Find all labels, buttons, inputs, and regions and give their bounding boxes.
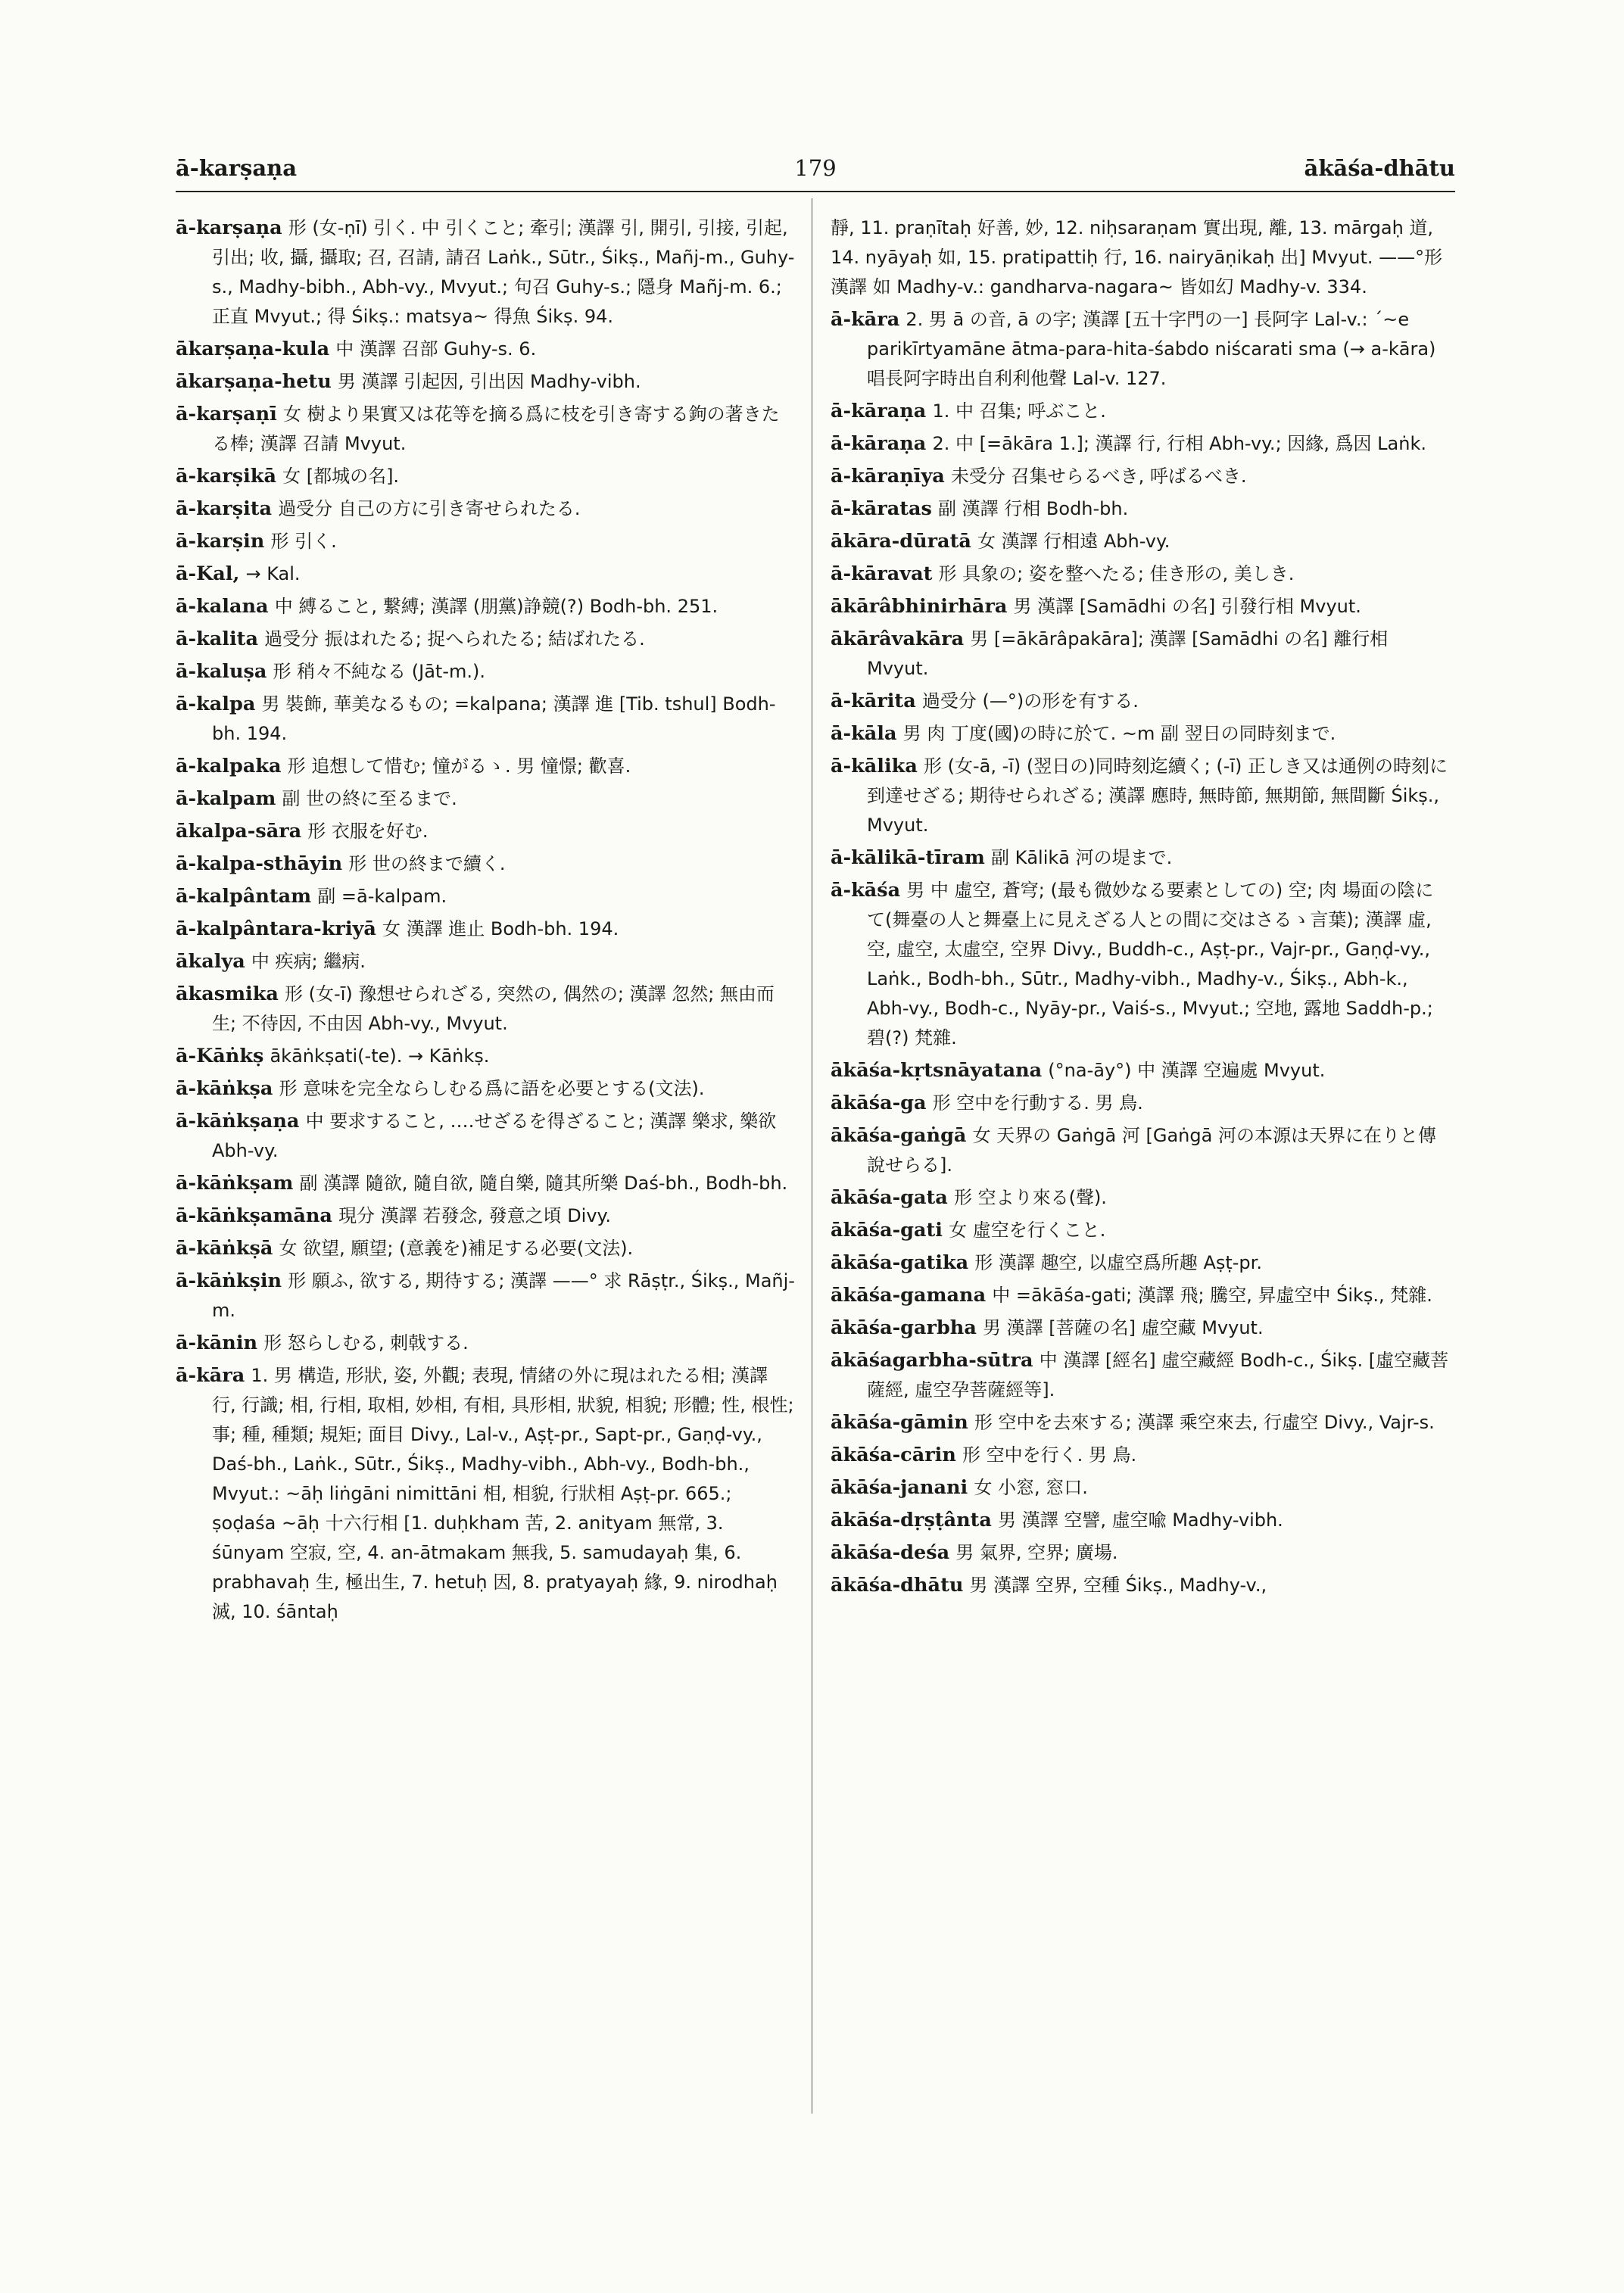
- definition: 副 Kālikā 河の堤まで.: [990, 847, 1173, 868]
- dictionary-entry: [176, 752, 796, 781]
- headword: ākāśa-gati: [831, 1219, 943, 1242]
- dictionary-entry: [831, 1571, 1451, 1600]
- definition: 男 肉 丁度(國)の時に於て. ~m 副 翌日の同時刻まで.: [902, 723, 1336, 744]
- headword: ā-kārita: [831, 690, 916, 712]
- dictionary-entry: [831, 213, 1451, 302]
- headword: ākalpa-sāra: [176, 820, 302, 843]
- dictionary-entry: [831, 1183, 1451, 1213]
- definition: 副 漢譯 隨欲, 隨自欲, 隨自樂, 隨其所樂 Daś-bh., Bodh-bh.: [299, 1173, 788, 1194]
- dictionary-entry: [831, 752, 1451, 840]
- definition: 中 =ākāśa-gati; 漢譯 飛; 騰空, 昇虛空中 Śikṣ., 梵雜.: [992, 1285, 1432, 1306]
- headword: ā-kāraṇa: [831, 400, 927, 422]
- headword: ā-kāravat: [831, 562, 933, 585]
- dictionary-entry: [831, 305, 1451, 394]
- definition: 女 樹より果實又は花等を摘る爲に枝を引き寄する鉤の著きたる棒; 漢譯 召請 Mvyut.: [212, 403, 780, 454]
- running-head-left: ā-karṣaṇa: [176, 155, 297, 181]
- dictionary-entry: [831, 1121, 1451, 1180]
- definition: 男 漢譯 空譬, 虛空喩 Madhy-vibh.: [998, 1509, 1283, 1531]
- dictionary-entry: [831, 876, 1451, 1053]
- definition: 形 怒らしむる, 刺戟する.: [263, 1332, 469, 1354]
- definition: 男 氣界, 空界; 廣場.: [955, 1542, 1118, 1563]
- definition: 2. 男 ā の音, ā の字; 漢譯 [五十字門の一] 長阿字 Lal-v.: ´~e parikīrtyamāne ātma-para-hita-śabdo niścarati sma (→ a-kāra) 唱長阿字時出自利利他聲 Lal-v. 127.: [867, 309, 1436, 389]
- definition: 形 (女-ṇī) 引く. 中 引くこと; 牽引; 漢譯 引, 開引, 引接, 引起, 引出; 收, 攝, 攝取; 召, 召請, 請召 Laṅk., Sūtr., Śikṣ., Mañj-m., Guhy-s., Madhy-bibh., Abh-vy., Mvyut.; 句召 Guhy-s.; 隱身 Mañj-m. 6.; 正直 Mvyut.; 得 Śikṣ.: matsya~ 得魚 Śikṣ. 94.: [212, 217, 795, 327]
- dictionary-entry: [831, 1089, 1451, 1118]
- headword: ā-kalpam: [176, 787, 276, 810]
- dictionary-entry: [831, 1441, 1451, 1470]
- headword: ākāśa-janani: [831, 1476, 968, 1499]
- dictionary-entry: [176, 1074, 796, 1104]
- headword: ā-kalpântara-kriyā: [176, 918, 376, 940]
- headword: ā-Kāṅkṣ: [176, 1045, 264, 1067]
- dictionary-entry: [831, 1216, 1451, 1245]
- dictionary-entry: [176, 1234, 796, 1263]
- dictionary-entry: [176, 400, 796, 459]
- dictionary-entry: [176, 1329, 796, 1358]
- definition: 中 漢譯 [經名] 虛空藏經 Bodh-c., Śikṣ. [虛空藏菩薩經, 虛空孕菩薩經等].: [867, 1350, 1449, 1400]
- right-column: [831, 213, 1451, 2121]
- dictionary-entry: [176, 1042, 796, 1071]
- headword: ākāśa-dṛṣṭânta: [831, 1509, 992, 1531]
- running-head-right: ākāśa-dhātu: [1304, 155, 1455, 181]
- dictionary-entry: [831, 1056, 1451, 1086]
- headword: ākārâbhinirhāra: [831, 595, 1008, 618]
- headword: ākāra-dūratā: [831, 530, 971, 553]
- headword: ākāśa-gaṅgā: [831, 1124, 967, 1147]
- definition: (°na-āy°) 中 漢譯 空遍處 Mvyut.: [1048, 1060, 1326, 1081]
- dictionary-entry: [176, 980, 796, 1039]
- headword: ā-kāla: [831, 722, 897, 745]
- dictionary-entry: [176, 849, 796, 879]
- definition: 過受分 振はれたる; 捉へられたる; 結ばれたる.: [264, 628, 645, 650]
- headword: ā-kāṅkṣamāna: [176, 1204, 332, 1227]
- definition: 形 空中を去來する; 漢譯 乘空來去, 行虛空 Divy., Vajr-s.: [974, 1412, 1435, 1433]
- dictionary-entry: [176, 494, 796, 524]
- dictionary-entry: [176, 947, 796, 977]
- headword: ā-kāṅkṣā: [176, 1237, 273, 1260]
- headword: ākāśa-cārin: [831, 1444, 956, 1466]
- dictionary-entry: [176, 559, 796, 589]
- definition: → Kal.: [245, 563, 301, 584]
- definition: 形 願ふ, 欲する, 期待する; 漢譯 ——° 求 Rāṣṭr., Śikṣ., Mañj-m.: [212, 1270, 795, 1321]
- definition: 女 漢譯 進止 Bodh-bh. 194.: [382, 918, 619, 939]
- definition: 形 (女-ā, -ī) (翌日の)同時刻迄續く; (-ī) 正しき又は通例の時刻に到達せざる; 期待せられざる; 漢譯 應時, 無時節, 無期節, 無間斷 Śikṣ., Mvyut.: [867, 756, 1448, 836]
- dictionary-entry: [831, 494, 1451, 524]
- definition: 形 漢譯 趣空, 以虛空爲所趣 Aṣṭ-pr.: [974, 1252, 1262, 1273]
- headword: ākāśa-garbha: [831, 1316, 977, 1339]
- header-rule: [176, 191, 1455, 192]
- headword: ā-karṣin: [176, 530, 265, 553]
- definition: 形 (女-ī) 豫想せられざる, 突然の, 偶然の; 漢譯 忽然; 無由而生; 不待因, 不由因 Abh-vy., Mvyut.: [212, 983, 775, 1034]
- definition: 形 追想して惜む; 憧がるゝ. 男 憧憬; 歡喜.: [287, 756, 631, 777]
- headword: ā-karṣaṇa: [176, 217, 282, 239]
- headword: ākāśa-kṛtsnāyatana: [831, 1059, 1043, 1082]
- dictionary-entry: [831, 592, 1451, 622]
- headword: ākāśagarbha-sūtra: [831, 1349, 1033, 1372]
- dictionary-entry: [831, 843, 1451, 873]
- definition: 2. 中 [=ākāra 1.]; 漢譯 行, 行相 Abh-vy.; 因緣, 爲因 Laṅk.: [932, 433, 1426, 454]
- definition: 男 中 虛空, 蒼穹; (最も微妙なる要素としての) 空; 肉 場面の陰にて(舞臺の人と舞臺上に見えざる人との間に交はさるゝ言葉); 漢譯 虛, 空, 虛空, 太虛空, 空界 Divy., Buddh-c., Aṣṭ-pr., Vajr-pr., Gaṇḍ-vy., Laṅk., Bodh-bh., Sūtr., Madhy-vibh., Madhy-v., Śikṣ., Abh-k., Abh-vy., Bodh-c., Nyāy-pr., Vaiś-s., Mvyut.; 空地, 露地 Saddh-p.; 碧(?) 梵雜.: [867, 880, 1434, 1048]
- headword: ā-karṣikā: [176, 465, 276, 488]
- dictionary-entry: [831, 1473, 1451, 1503]
- definition: 男 漢譯 引起因, 引出因 Madhy-vibh.: [337, 371, 641, 392]
- headword: ā-kalita: [176, 628, 258, 650]
- dictionary-entry: [176, 914, 796, 944]
- dictionary-entry: [831, 687, 1451, 716]
- definition: 男 [=ākārâpakāra]; 漢譯 [Samādhi の名] 離行相 Mvyut.: [867, 628, 1389, 679]
- definition: 男 漢譯 空界, 空種 Śikṣ., Madhy-v.,: [969, 1575, 1267, 1596]
- definition: 女 [都城の名].: [282, 466, 400, 487]
- headword: ā-Kal,: [176, 562, 240, 585]
- definition: 中 漢譯 召部 Guhy-s. 6.: [335, 338, 537, 360]
- headword: ākāśa-gāmin: [831, 1411, 968, 1434]
- dictionary-entry: [176, 462, 796, 491]
- definition: 女 欲望, 願望; (意義を)補足する必要(文法).: [279, 1238, 634, 1259]
- definition: 副 漢譯 行相 Bodh-bh.: [938, 498, 1129, 519]
- definition: 形 空より來る(聲).: [953, 1187, 1107, 1208]
- headword: ā-karṣaṇī: [176, 403, 277, 425]
- definition: 過受分 自己の方に引き寄せられたる.: [278, 498, 581, 519]
- headword: ā-kāṅkṣaṇa: [176, 1110, 300, 1132]
- dictionary-entry: [831, 1248, 1451, 1278]
- dictionary-entry: [176, 335, 796, 364]
- definition: 未受分 召集せらるべき, 呼ばるべき.: [950, 466, 1247, 487]
- definition: 中 疾病; 繼病.: [251, 951, 366, 972]
- headword: ā-kalana: [176, 595, 269, 618]
- headword: ā-kāraṇīya: [831, 465, 945, 488]
- headword: ā-kalpaka: [176, 755, 282, 777]
- definition: 1. 男 構造, 形狀, 姿, 外觀; 表現, 情緒の外に現はれたる相; 漢譯 行, 行識; 相, 行相, 取相, 妙相, 有相, 具形相, 狀貌, 相貌; 形體; 性, 根性; 事; 種, 種類; 規矩; 面目 Divy., Lal-v., Aṣṭ-pr., Sapt-pr., Gaṇḍ-vy., Daś-bh., Laṅk., Sūtr., Śikṣ., Madhy-vibh., Abh-vy., Bodh-bh., Mvyut.: ~āḥ liṅgāni nimittāni 相, 相貌, 行狀相 Aṣṭ-pr. 665.; ṣoḍaśa ~āḥ 十六行相 [1. duḥkham 苦, 2. anityam 無常, 3. śūnyam 空寂, 空, 4. an-ātmakam 無我, 5. samudayaḥ 集, 6. prabhavaḥ 生, 極出生, 7. hetuḥ 因, 8. pratyayaḥ 緣, 9. nirodhaḥ 滅, 10. śāntaḥ: [212, 1365, 794, 1622]
- definition: 中 要求すること, ‥‥せざるを得ざること; 漢譯 樂求, 樂欲 Abh-vy.: [212, 1111, 777, 1161]
- headword: ā-kālika: [831, 755, 918, 777]
- headword: ā-kālikā-tīram: [831, 846, 985, 869]
- headword: ā-kāra: [176, 1364, 245, 1387]
- dictionary-entry: [176, 1266, 796, 1326]
- dictionary-entry: [176, 817, 796, 846]
- headword: ā-kalpântam: [176, 885, 312, 908]
- page-number: 179: [794, 155, 837, 181]
- page-header: [176, 155, 1455, 185]
- dictionary-entry: [831, 1506, 1451, 1535]
- definition: 副 =ā-kalpam.: [317, 886, 447, 907]
- headword: ākāśa-gatika: [831, 1251, 969, 1274]
- headword: ākāśa-ga: [831, 1092, 927, 1114]
- dictionary-entry: [176, 1107, 796, 1166]
- dictionary-entry: [176, 1201, 796, 1231]
- headword: ākalya: [176, 950, 245, 973]
- headword: ā-kalpa: [176, 693, 256, 715]
- definition: 形 空中を行く. 男 鳥.: [962, 1444, 1137, 1466]
- dictionary-entry: [176, 527, 796, 556]
- definition: 女 小窓, 窓口.: [974, 1477, 1088, 1498]
- definition: 中 縛ること, 繋縛; 漢譯 (朋黨)諍競(?) Bodh-bh. 251.: [274, 596, 718, 617]
- definition: 形 具象の; 姿を整へたる; 佳き形の, 美しき.: [938, 563, 1295, 584]
- definition: 1. 中 召集; 呼ぶこと.: [932, 400, 1106, 422]
- headword: ākāśa-deśa: [831, 1541, 950, 1564]
- definition: 形 引く.: [270, 531, 337, 552]
- headword: ā-kāra: [831, 308, 900, 331]
- headword: ākāśa-gata: [831, 1186, 948, 1209]
- headword: ā-kāṅkṣam: [176, 1172, 294, 1195]
- dictionary-entry: [831, 1538, 1451, 1568]
- headword: ākāśa-gamana: [831, 1284, 987, 1307]
- definition: 形 空中を行動する. 男 鳥.: [932, 1092, 1143, 1114]
- dictionary-entry: [176, 882, 796, 911]
- definition: ākāṅkṣati(-te). → Kāṅkṣ.: [270, 1045, 490, 1067]
- headword: ākarṣaṇa-kula: [176, 338, 330, 360]
- left-column: [176, 213, 796, 2121]
- dictionary-entry: [176, 213, 796, 332]
- dictionary-entry: [176, 367, 796, 397]
- dictionary-entry: [831, 625, 1451, 684]
- dictionary-entry: [831, 462, 1451, 491]
- headword: ā-kānin: [176, 1332, 258, 1354]
- dictionary-entry: [176, 592, 796, 622]
- dictionary-entry: [831, 1346, 1451, 1405]
- dictionary-entry: [176, 1169, 796, 1198]
- headword: ākarṣaṇa-hetu: [176, 370, 332, 393]
- definition: 女 天界の Gaṅgā 河 [Gaṅgā 河の本源は天界に在りと傳說せらる].: [867, 1125, 1436, 1176]
- definition: 形 稍々不純なる (Jāt-m.).: [273, 661, 485, 682]
- dictionary-entry: [831, 559, 1451, 589]
- headword: ā-kaluṣa: [176, 660, 267, 683]
- headword: ā-kalpa-sthāyin: [176, 852, 343, 875]
- definition: 靜, 11. praṇītaḥ 好善, 妙, 12. niḥsaraṇam 實出現, 離, 13. mārgaḥ 道, 14. nyāyaḥ 如, 15. pratipattiḥ 行, 16. nairyāṇikaḥ 出] Mvyut. ——°形 漢譯 如 Madhy-v.: gandharva-nagara~ 皆如幻 Madhy-v. 334.: [831, 217, 1443, 298]
- definition: 過受分 (—°)の形を有する.: [921, 690, 1139, 712]
- headword: ā-kāṅkṣa: [176, 1077, 273, 1100]
- headword: ā-kāśa: [831, 879, 901, 902]
- headword: ā-kāratas: [831, 497, 932, 520]
- headword: ākārâvakāra: [831, 628, 965, 650]
- definition: 男 裝飾, 華美なるもの; =kalpana; 漢譯 進 [Tib. tshul] Bodh-bh. 194.: [212, 693, 776, 744]
- definition: 形 衣服を好む.: [307, 821, 429, 842]
- definition: 形 世の終まで續く.: [348, 853, 506, 874]
- definition: 男 漢譯 [Samādhi の名] 引發行相 Mvyut.: [1013, 596, 1361, 617]
- dictionary-entry: [176, 657, 796, 687]
- headword: ākasmika: [176, 983, 279, 1005]
- definition: 形 意味を完全ならしむる爲に語を必要とする(文法).: [279, 1078, 705, 1099]
- dictionary-entry: [831, 1281, 1451, 1310]
- dictionary-entry: [831, 429, 1451, 459]
- dictionary-entry: [831, 1313, 1451, 1343]
- dictionary-entry: [831, 397, 1451, 426]
- definition: 男 漢譯 [菩薩の名] 虛空藏 Mvyut.: [982, 1317, 1264, 1338]
- definition: 女 虛空を行くこと.: [949, 1220, 1106, 1241]
- dictionary-entry: [176, 1361, 796, 1627]
- definition: 女 漢譯 行相遠 Abh-vy.: [977, 531, 1170, 552]
- headword: ākāśa-dhātu: [831, 1574, 964, 1597]
- headword: ā-kāṅkṣin: [176, 1270, 282, 1292]
- dictionary-entry: [176, 690, 796, 749]
- dictionary-entry: [831, 719, 1451, 749]
- dictionary-entry: [176, 625, 796, 654]
- dictionary-entry: [831, 527, 1451, 556]
- dictionary-entry: [831, 1408, 1451, 1438]
- dictionary-entry: [176, 784, 796, 814]
- definition: 副 世の終に至るまで.: [282, 788, 457, 809]
- headword: ā-karṣita: [176, 497, 273, 520]
- headword: ā-kāraṇa: [831, 432, 927, 455]
- definition: 現分 漢譯 若發念, 發意之頃 Divy.: [338, 1205, 611, 1226]
